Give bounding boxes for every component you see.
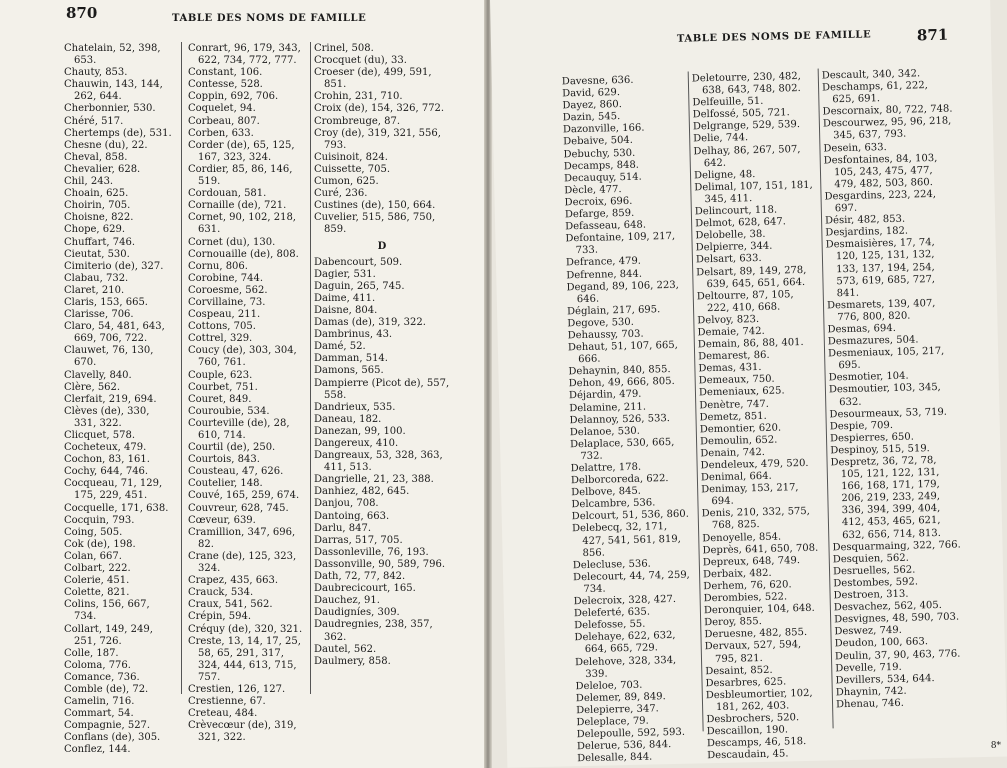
index-entry: Courteville (de), 28, 610, 714.	[188, 417, 290, 441]
index-entry: Croy (de), 319, 321, 556, 793.	[314, 127, 441, 151]
index-entry: Corben, 633.	[188, 127, 254, 139]
left-page	[0, 0, 488, 768]
index-entry: Demoulin, 652.	[699, 434, 778, 448]
index-entry: Dhaynin, 742.	[835, 685, 907, 699]
index-entry: Courbet, 751.	[188, 381, 258, 393]
index-entry: Deleplace, 79.	[576, 715, 649, 729]
index-column	[822, 68, 967, 712]
index-entry: Crèvecœur (de), 319, 321, 322.	[188, 720, 297, 744]
index-entry: Denètre, 747.	[699, 398, 769, 411]
index-entry: Demain, 86, 88, 401.	[697, 337, 804, 351]
index-entry: Descourwez, 95, 96, 218, 345, 637, 793.	[822, 115, 952, 142]
index-entry: Colette, 821.	[64, 587, 130, 599]
index-entry: Delehaye, 622, 632, 664, 665, 729.	[574, 630, 676, 656]
index-entry: Dehon, 49, 666, 805.	[568, 376, 675, 390]
index-entry: Dazin, 545.	[562, 111, 621, 124]
index-entry: Commart, 54.	[64, 708, 134, 720]
index-entry: Despie, 709.	[829, 419, 894, 433]
index-entry: Choisne, 822.	[64, 212, 134, 224]
index-entry: Decamps, 848.	[563, 159, 640, 173]
index-entry: Dècle, 477.	[564, 183, 622, 197]
index-entry: Dervaux, 527, 594, 795, 821.	[704, 639, 802, 665]
index-entry: Delecroix, 328, 427.	[573, 593, 677, 608]
index-entry: Delebecq, 32, 171, 427, 541, 561, 819, 856.	[571, 521, 682, 559]
index-entry: Delamine, 211.	[569, 401, 647, 414]
index-entry: Corvillaine, 73.	[188, 296, 266, 308]
index-entry: Couvé, 165, 259, 674.	[188, 490, 300, 502]
index-entry: Defontaine, 109, 217, 733.	[565, 231, 676, 257]
index-entry: Cuissette, 705.	[314, 163, 391, 175]
index-entry: Darlu, 847.	[314, 522, 372, 534]
index-entry: Dassonleville, 76, 193.	[314, 546, 429, 558]
index-entry: Crohin, 231, 710.	[314, 91, 403, 103]
index-column	[64, 43, 172, 757]
index-entry: Deroy, 855.	[704, 616, 762, 629]
index-entry: Cordouan, 581.	[188, 188, 267, 200]
index-entry: Clèves (de), 330, 331, 322.	[64, 405, 150, 429]
index-entry: Dangreaux, 53, 328, 363, 411, 513.	[314, 450, 443, 474]
index-entry: Cocquin, 793.	[64, 514, 135, 526]
index-entry: Desmotier, 104.	[828, 370, 909, 384]
index-entry: David, 629.	[562, 87, 621, 100]
index-entry: Deprès, 641, 650, 708.	[702, 542, 819, 556]
index-entry: Delfossé, 505, 721.	[692, 107, 790, 121]
index-entry: Cok (de), 198.	[64, 538, 136, 550]
index-entry: Cuisinoit, 824.	[314, 151, 388, 163]
index-entry: Defrance, 479.	[565, 256, 642, 269]
index-entry: Descamps, 46, 518.	[706, 736, 807, 750]
index-entry: Cheval, 858.	[64, 151, 128, 163]
index-entry: Crestienne, 67.	[188, 696, 266, 708]
index-entry: Damman, 514.	[314, 353, 388, 365]
index-entry: Desmas, 694.	[827, 322, 896, 336]
index-entry: Dantoing, 663.	[314, 510, 390, 522]
index-entry: Desmarets, 139, 407, 776, 800, 820.	[826, 297, 936, 324]
index-entry: Clerfait, 219, 694.	[64, 393, 157, 405]
index-entry: Dagier, 531.	[314, 268, 376, 280]
index-entry: Delehove, 328, 334, 339.	[574, 654, 677, 680]
index-entry: Couvreur, 628, 745.	[188, 502, 289, 514]
index-entry: Debaive, 504.	[563, 135, 634, 148]
index-entry: Dauchez, 91.	[314, 595, 380, 607]
index-entry: Corobine, 744.	[188, 272, 264, 284]
index-entry: Déjardin, 479.	[568, 389, 642, 402]
index-entry: Cramillion, 347, 696, 82.	[188, 526, 296, 550]
index-entry: Coquelet, 94.	[188, 103, 256, 115]
index-entry: Chesne (du), 22.	[64, 139, 148, 151]
index-entry: Colerie, 451.	[64, 575, 130, 587]
index-entry: Defarge, 859.	[564, 207, 635, 221]
index-entry: Desarbres, 625.	[705, 676, 787, 689]
index-entry: Delerue, 536, 844.	[576, 739, 672, 753]
running-header: TABLE DES NOMS DE FAMILLE	[676, 29, 872, 45]
index-entry: Delannoy, 526, 533.	[569, 412, 671, 426]
index-entry: Coppin, 692, 706.	[188, 91, 279, 103]
index-entry: Chuffart, 746.	[64, 236, 136, 248]
index-entry: Descaudain, 45.	[707, 748, 789, 762]
index-entry: Danezan, 99, 100.	[314, 425, 406, 437]
index-entry: Cieutat, 530.	[64, 248, 130, 260]
index-entry: Desvachez, 562, 405.	[833, 600, 942, 614]
index-entry: Desmoutier, 103, 345, 632.	[828, 382, 941, 408]
index-entry: Delobelle, 38.	[695, 229, 766, 242]
index-entry: Clicquet, 578.	[64, 430, 136, 441]
index-entry: Desmaisières, 17, 74, 120, 125, 131, 132, 133, 137, 194, 254, 573, 619, 685, 727, 841.	[825, 237, 936, 299]
index-entry: Cornaille (de), 721.	[188, 200, 287, 212]
index-entry: Dabencourt, 509.	[314, 256, 403, 268]
index-entry: Chil, 243.	[64, 176, 114, 188]
index-entry: Cocqueau, 71, 129, 175, 229, 451.	[64, 478, 163, 502]
index-entry: Cornouaille (de), 808.	[188, 248, 299, 260]
index-entry: Desourmeaux, 53, 719.	[829, 406, 948, 421]
right-page	[490, 0, 1007, 768]
section-letter: D	[377, 240, 387, 252]
index-entry: Delcourt, 51, 536, 860.	[571, 508, 690, 523]
index-entry: Coloma, 776.	[64, 659, 131, 671]
index-entry: Defrenne, 844.	[566, 268, 643, 281]
index-entry: Demas, 431.	[698, 362, 762, 375]
index-column	[314, 43, 450, 668]
index-entry: Cottons, 705.	[188, 321, 256, 333]
index-entry: Clauwet, 76, 130, 670.	[64, 345, 154, 369]
index-entry: Claro, 54, 481, 643, 669, 706, 722.	[64, 321, 165, 345]
index-entry: Delfeuille, 51.	[692, 96, 764, 109]
index-entry: Cousteau, 47, 626.	[188, 466, 284, 478]
index-entry: Dayez, 860.	[562, 99, 622, 112]
index-entry: Chéré, 517.	[64, 115, 124, 127]
index-entry: Deronquier, 104, 648.	[703, 602, 815, 617]
index-entry: Daudregnies, 238, 357, 362.	[314, 619, 433, 643]
index-entry: Conflans (de), 305.	[64, 732, 161, 744]
index-entry: Desquien, 562.	[832, 552, 909, 566]
index-entry: Denain, 742.	[700, 446, 766, 460]
index-entry: Crane (de), 125, 323, 324.	[188, 550, 297, 575]
index-entry: Curé, 236.	[314, 188, 368, 200]
index-entry: Delsart, 633.	[695, 253, 762, 266]
corner-mark: 8*	[990, 740, 1002, 751]
index-entry: Cochy, 644, 746.	[64, 466, 149, 478]
index-entry: Deleloe, 703.	[575, 679, 643, 692]
index-entry: Dambrinus, 43.	[314, 329, 393, 341]
index-entry: Créquy (de), 320, 321.	[188, 623, 303, 635]
index-entry: Demarest, 86.	[698, 349, 770, 363]
index-entry: Daulmery, 858.	[314, 655, 391, 667]
index-entry: Cocquelle, 171, 638.	[64, 502, 169, 514]
index-entry: Dandrieux, 535.	[314, 401, 396, 413]
index-entry: Daguin, 265, 745.	[314, 280, 405, 292]
index-entry: Destombes, 592.	[833, 576, 919, 590]
index-entry: Delaplace, 530, 665, 732.	[569, 436, 675, 462]
index-entry: Clabau, 732.	[64, 272, 129, 284]
index-entry: Desruelles, 562.	[832, 564, 916, 578]
index-entry: Choain, 625.	[64, 188, 129, 200]
index-entry: Dehaynin, 840, 855.	[568, 364, 671, 378]
index-entry: Delpierre, 344.	[695, 240, 773, 254]
index-entry: Clarisse, 706.	[64, 309, 134, 321]
index-entry: Cornu, 806.	[188, 260, 248, 272]
section-entries	[314, 43, 450, 237]
index-entry: Descornaix, 80, 722, 748.	[822, 103, 953, 118]
index-entry: Courtois, 843.	[188, 454, 260, 466]
index-entry: Desbrochers, 520.	[706, 712, 800, 726]
running-header: TABLE DES NOMS DE FAMILLE	[172, 13, 367, 24]
index-entry: Dautel, 562.	[314, 643, 377, 655]
index-entry: Camelin, 716.	[64, 696, 135, 708]
index-entry: Desmeniaux, 105, 217, 695.	[827, 345, 945, 372]
index-entry: Corder (de), 65, 125, 167, 323, 324.	[188, 139, 295, 163]
index-entry: Chauty, 853.	[64, 67, 128, 79]
index-entry: Crépin, 594.	[188, 611, 252, 623]
index-entry: Defasseau, 648.	[565, 219, 647, 233]
index-entry: Cherbonnier, 530.	[64, 103, 156, 115]
index-entry: Conflez, 144.	[64, 744, 131, 756]
index-entry: Desein, 633.	[823, 141, 887, 155]
index-entry: Deswez, 749.	[834, 625, 902, 638]
index-entry: Dath, 72, 77, 842.	[314, 571, 406, 583]
index-entry: Danhiez, 482, 645.	[314, 486, 410, 498]
index-entry: Compagnie, 527.	[64, 720, 151, 732]
index-entry: Chope, 629.	[64, 224, 126, 236]
index-entry: Cochon, 83, 161.	[64, 454, 150, 466]
index-entry: Chertemps (de), 531.	[64, 127, 172, 139]
index-entry: Desjardins, 182.	[825, 225, 909, 239]
index-entry: Deruesne, 482, 855.	[704, 627, 808, 641]
index-entry: Couroubie, 534.	[188, 405, 270, 417]
index-entry: Demaie, 742.	[697, 325, 765, 339]
index-entry: Claret, 210.	[64, 284, 125, 296]
index-entry: Crocquet (du), 33.	[314, 55, 407, 67]
index-entry: Despierres, 650.	[829, 431, 914, 445]
index-entry: Cordier, 85, 86, 146, 519.	[188, 163, 293, 188]
index-entry: Custines (de), 150, 664.	[314, 200, 436, 212]
index-entry: Crombreuge, 87.	[314, 115, 401, 127]
index-entry: Desbleumortier, 102, 181, 262, 403.	[705, 687, 813, 713]
index-entry: Daneau, 182.	[314, 413, 382, 425]
index-entry: Dazonville, 166.	[562, 122, 645, 136]
index-entry: Chatelain, 52, 398, 653.	[64, 43, 161, 67]
index-entry: Daubrecicourt, 165.	[314, 583, 416, 595]
index-entry: Dangereux, 410.	[314, 438, 399, 449]
index-entry: Collart, 149, 249, 251, 726.	[64, 623, 153, 647]
index-entry: Cimiterio (de), 327.	[64, 260, 164, 272]
index-entry: Coing, 505.	[64, 526, 123, 538]
index-entry: Croix (de), 154, 326, 772.	[314, 103, 445, 115]
index-entry: Demeaux, 750.	[698, 373, 775, 387]
index-entry: Delincourt, 118.	[694, 204, 778, 218]
index-entry: Descaillon, 190.	[706, 724, 789, 738]
index-entry: Delecluse, 536.	[572, 558, 651, 572]
index-entry: Despretz, 36, 72, 78, 105, 121, 122, 131, 166, 168, 171, 179, 206, 219, 233, 249, 336, 394, 399, 404, 412, 453, 465, 621, 632, 656, 714, 813.	[830, 454, 941, 541]
index-entry: Delsart, 89, 149, 278, 639, 645, 651, 664.	[696, 264, 807, 290]
index-entry: Decroix, 696.	[564, 195, 633, 209]
index-entry: Chauwin, 143, 144, 262, 644.	[64, 79, 163, 103]
index-entry: Cornet, 90, 102, 218, 631.	[188, 212, 296, 236]
index-column	[692, 71, 828, 763]
index-entry: Descault, 340, 342.	[821, 68, 921, 82]
index-entry: Devillers, 534, 644.	[835, 672, 935, 687]
index-entry: Delecourt, 44, 74, 259, 734.	[573, 569, 690, 595]
book-gutter	[484, 0, 492, 768]
index-entry: Coutelier, 148.	[188, 478, 263, 490]
index-entry: Depreux, 648, 749.	[702, 554, 801, 569]
index-entry: Colle, 187.	[64, 647, 119, 659]
index-entry: Crapez, 435, 663.	[188, 575, 279, 587]
index-entry: Desaint, 852.	[705, 664, 773, 677]
index-entry: Deleferté, 635.	[573, 606, 651, 620]
index-entry: Derhem, 76, 620.	[703, 579, 792, 593]
column-rule	[310, 42, 311, 694]
index-entry: Derbaix, 482.	[702, 567, 772, 581]
index-entry: Colbart, 222.	[64, 563, 131, 575]
index-entry: Conrart, 96, 179, 343, 622, 734, 772, 777.	[188, 43, 301, 67]
index-entry: Coucy (de), 303, 304, 760, 761.	[188, 345, 297, 369]
index-entry: Davesne, 636.	[561, 74, 634, 88]
index-entry: Demetz, 851.	[699, 410, 767, 423]
index-entry: Delvoy, 823.	[697, 313, 760, 327]
index-entry: Contesse, 528.	[188, 79, 263, 91]
index-entry: Dhenau, 746.	[835, 697, 905, 711]
index-entry: Desfontaines, 84, 103, 105, 243, 475, 477, 479, 482, 503, 860.	[823, 152, 938, 191]
index-entry: Comance, 736.	[64, 671, 140, 683]
index-entry: Delattre, 178.	[570, 461, 642, 475]
index-entry: Crestien, 126, 127.	[188, 683, 286, 695]
index-column	[188, 43, 306, 744]
index-entry: Desgardins, 223, 224, 697.	[824, 188, 937, 215]
index-entry: Cuvelier, 515, 586, 750, 859.	[314, 212, 436, 236]
index-entry: Chevalier, 628.	[64, 163, 141, 175]
index-entry: Croeser (de), 499, 591, 851.	[314, 67, 432, 91]
index-entry: Delborcoreda, 622.	[570, 473, 669, 487]
index-entry: Daime, 411.	[314, 292, 376, 304]
index-entry: Delefosse, 55.	[574, 618, 646, 632]
index-entry: Couret, 849.	[188, 393, 252, 405]
section-entries	[314, 257, 450, 668]
index-entry: Delesalle, 844.	[577, 751, 653, 765]
index-entry: Delgrange, 529, 539.	[692, 119, 801, 133]
index-entry: Dassonville, 90, 589, 796.	[314, 558, 446, 570]
index-entry: Comble (de), 72.	[64, 683, 149, 695]
column-rule	[181, 42, 182, 694]
index-entry: Cœveur, 639.	[188, 514, 256, 526]
index-entry: Denimay, 153, 217, 694.	[701, 482, 799, 508]
index-entry: Daudigníes, 309.	[314, 607, 400, 619]
index-entry: Delanoe, 530.	[569, 425, 641, 439]
index-entry: Degand, 89, 106, 223, 646.	[566, 279, 679, 305]
index-entry: Desmazures, 504.	[827, 334, 919, 348]
index-entry: Coroesme, 562.	[188, 284, 268, 296]
index-entry: Courtil (de), 250.	[188, 442, 276, 454]
index-entry: Constant, 106.	[188, 67, 263, 79]
index-entry: Cospeau, 211.	[188, 309, 261, 321]
index-entry: Colan, 667.	[64, 550, 122, 562]
index-entry: Delbove, 845.	[571, 485, 642, 499]
index-entry: Delepoulle, 592, 593.	[576, 726, 686, 741]
index-entry: Desvignes, 48, 590, 703.	[834, 611, 960, 626]
page-number: 871	[916, 25, 949, 45]
index-entry: Dehaut, 51, 107, 665, 666.	[567, 339, 678, 366]
index-entry: Derombies, 522.	[703, 591, 788, 605]
index-entry: Désir, 482, 853.	[824, 213, 906, 227]
index-entry: Daisne, 804.	[314, 304, 378, 316]
index-entry: Dangrielle, 21, 23, 388.	[314, 474, 434, 486]
index-entry: Demontier, 620.	[699, 422, 782, 436]
index-entry: Creteau, 484.	[188, 708, 258, 720]
index-entry: Dehaussy, 703.	[567, 328, 644, 342]
index-entry: Colins, 156, 667, 734.	[64, 599, 150, 623]
index-entry: Darras, 517, 705.	[314, 534, 403, 546]
index-entry: Decauquy, 514.	[563, 171, 642, 185]
index-entry: Choirin, 705.	[64, 200, 131, 212]
index-entry: Deligne, 48.	[693, 168, 756, 182]
index-entry: Demeniaux, 625.	[698, 385, 785, 399]
index-entry: Debuchy, 530.	[563, 147, 636, 160]
index-entry: Deschamps, 61, 222, 625, 691.	[821, 80, 928, 106]
index-entry: Damé, 52.	[314, 341, 366, 353]
index-entry: Damas (de), 319, 322.	[314, 317, 426, 329]
index-entry: Corbeau, 807.	[188, 115, 260, 127]
index-entry: Danjou, 708.	[314, 498, 379, 510]
index-entry: Dampierre (Picot de), 557, 558.	[314, 377, 450, 401]
index-entry: Deulin, 37, 90, 463, 776.	[834, 647, 961, 662]
index-entry: Delepierre, 347.	[576, 703, 659, 717]
index-entry: Degove, 530.	[567, 316, 635, 330]
page-number: 870	[66, 4, 98, 22]
index-entry: Déglain, 217, 695.	[566, 303, 661, 318]
index-entry: Deudon, 100, 663.	[834, 636, 929, 650]
index-entry: Cornet (du), 130.	[188, 236, 276, 248]
index-entry: Denis, 210, 332, 575, 768, 825.	[701, 506, 811, 532]
index-entry: Crauck, 534.	[188, 587, 254, 599]
index-entry: Crinel, 508.	[314, 43, 374, 54]
index-entry: Creste, 13, 14, 17, 25, 58, 65, 291, 317, 324, 444, 613, 715, 757.	[188, 635, 301, 683]
index-entry: Desquarmaing, 322, 766.	[832, 539, 961, 554]
index-entry: Delemer, 89, 849.	[575, 690, 666, 705]
index-entry: Couple, 623.	[188, 369, 253, 381]
index-entry: Cumon, 625.	[314, 176, 379, 188]
index-entry: Delhay, 86, 267, 507, 642.	[693, 143, 801, 169]
index-entry: Craux, 541, 562.	[188, 599, 273, 611]
index-entry: Clère, 562.	[64, 381, 121, 393]
index-column	[562, 74, 696, 766]
index-entry: Dendeleux, 479, 520.	[700, 457, 809, 472]
index-entry: Delie, 744.	[693, 132, 749, 145]
index-entry: Deletourre, 230, 482, 638, 643, 748, 802.	[691, 70, 802, 97]
index-entry: Delcambre, 536.	[571, 497, 656, 511]
index-entry: Cottrel, 329.	[188, 333, 253, 345]
index-entry: Damons, 565.	[314, 365, 384, 377]
index-entry: Deltourre, 87, 105, 222, 410, 668.	[696, 288, 794, 314]
index-entry: Delmot, 628, 647.	[695, 216, 786, 230]
index-entry: Denimal, 664.	[700, 470, 772, 484]
index-entry: Denoyelle, 854.	[702, 531, 782, 544]
index-entry: Clavelly, 840.	[64, 369, 132, 381]
index-entry: Despinoy, 515, 519.	[830, 443, 930, 457]
index-entry: Cocheteux, 479.	[64, 442, 147, 454]
index-entry: Develle, 719.	[835, 661, 902, 674]
index-entry: Delimal, 107, 151, 181, 345, 411.	[694, 179, 813, 206]
index-entry: Destroen, 313.	[833, 588, 909, 602]
index-entry: Claris, 153, 665.	[64, 296, 148, 308]
